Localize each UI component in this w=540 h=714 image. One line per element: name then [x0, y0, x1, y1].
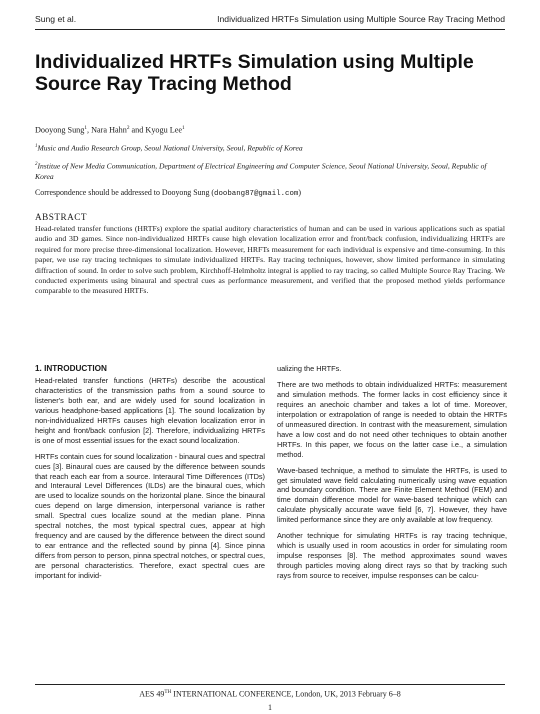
author-affiliation-mark: 1: [84, 125, 88, 131]
affiliation-mark: 1: [35, 144, 38, 149]
author-affiliation-mark: 2: [126, 125, 130, 131]
author-list: [35, 125, 185, 135]
running-header-title: Individualized HRTFs Simulation using Multiple Source Ray Tracing Method: [217, 14, 505, 24]
paragraph: ualizing the HRTFs.: [277, 364, 342, 373]
affiliation: [35, 142, 505, 154]
paragraph: HRTFs contain cues for sound localization - binaural cues and spectral cues [3]. Binaural cues are caused by the difference between sounds that reach each ear from a source. Interaural Time Differences (ITDs) and Interaural Level Differences (ILDs) are the binaural cues, which are used to localize sounds on the horizontal plane. Since the binaural cues depend on large dimension, interpersonal variance is rather small. Spectral cues localize sound at the median plane. Pinna spectral notches, the most typical spectral cues, appear at high frequency and are caused by the difference between the direct sound to ear entrance and the reflected sound by pinna [4]. Since pinna differs from person to person, pinna spectral notches, or spectral cues, are personal characteristics. Therefore, exact spectral cues are important for individ-: [35, 451, 265, 581]
running-header: [35, 14, 505, 30]
footer-text-post: INTERNATIONAL CONFERENCE, London, UK, 2013 February 6–8: [171, 689, 401, 699]
footer-rule: [35, 684, 505, 685]
footer-ordinal: TH: [164, 689, 172, 695]
running-header-authors: Sung et al.: [35, 14, 77, 24]
affiliation-text: Institue of New Media Communication, Department of Electrical Engineering and Computer Science, Seoul National University, Seoul, Republic of Korea: [35, 161, 487, 182]
paper-title: Individualized HRTFs Simulation using Multiple Source Ray Tracing Method: [35, 51, 474, 95]
section-heading: 1. INTRODUCTION: [35, 364, 107, 373]
author-separator: ,: [87, 125, 92, 135]
author-affiliation-mark: 1: [182, 125, 185, 131]
affiliation-text: Music and Audio Research Group, Seoul National University, Seoul, Republic of Korea: [37, 143, 303, 153]
paragraph: Head-related transfer functions (HRTFs) describe the acoustical characteristics of the transmission paths from a sound source to listener's both ear, and are widely used for sound localization in various headphone-based applications [1]. The sound localization by non-individualized HRTFs causes high elevation localization error in height and front/back confusion [2]. Therefore, individualizing HRTFs is one of most essential issues for the exact sound localization.: [35, 375, 265, 445]
abstract-body: Head-related transfer functions (HRTFs) explore the spatial auditory characteristics of human and can be used in various applications such as spatial audio and 3D games. Since non-individualized HRTFs cause high elevation localization error and front/back confusion, individualizing HRTFs are required for more precise three-dimensional localization. However, HRFTs measurement for each individual is expensive and time-consuming. In this paper, we use ray tracing techniques to simulate individualized HRTFs. Ray tracing techniques, however, show limited performance in simulating diffraction of sound. In order to solve such problem, Kirchhoff-Helmholtz integral is applied to ray tracing, so called Multiple Source Ray Tracing. We conducted experiments using binaural and spectral cues as performance measurement, and verified that the proposed method yields performance comparable to the measured HRTFs.: [35, 224, 505, 296]
page-number: 1: [268, 703, 272, 712]
author-name: Nara Hahn: [91, 125, 127, 135]
paragraph: There are two methods to obtain individualized HRTFs: measurement and simulation methods. The former lacks in cost efficiency since it requires an anechoic chamber and takes a lot of time. Moreover, interpolation or extrapolation of range is needed to obtain the HRTFs of unmeasured direction. In contrast with the measurement, simulation have a low cost and do not need other techniques to obtain another HRTFs. In this paper, we focus on the latter case i.e., a simulation method.: [277, 379, 507, 459]
author-name: Kyogu Lee: [145, 125, 183, 135]
correspondence-text: Correspondence should be addressed to Dooyong Sung (: [35, 188, 215, 197]
author-name: Dooyong Sung: [35, 125, 85, 135]
affiliation: [35, 160, 505, 183]
right-column: [277, 364, 507, 587]
author-separator: and: [129, 125, 146, 135]
conference-footer: [0, 689, 540, 699]
left-column: [35, 364, 265, 587]
header-rule: [35, 29, 505, 30]
abstract-heading: ABSTRACT: [35, 212, 87, 222]
paragraph: Another technique for simulating HRTFs is ray tracing technique, which is usually used in room acoustics in order for simulating room impulse responses [8]. The method approximates sound waves through particles moving along direct rays so that by tracking such rays from source to receiver, impulse responses can be calcu-: [277, 531, 507, 581]
paragraph: Wave-based technique, a method to simulate the HRTFs, is used to get simulated wave field calculating numerically using wave equation and boundary condition. There are Finite Element Method (FEM) and time domain difference model for wave-based technique which can calculate physically accurate wave field [6, 7]. However, they have limited performance since they are only available at low frequency.: [277, 465, 507, 525]
correspondence: [35, 188, 301, 198]
correspondence-email[interactable]: doobang87@gmail.com: [214, 190, 299, 198]
affiliation-mark: 2: [35, 162, 38, 167]
correspondence-close: ): [298, 188, 301, 197]
footer-text-pre: AES 49: [139, 689, 165, 699]
